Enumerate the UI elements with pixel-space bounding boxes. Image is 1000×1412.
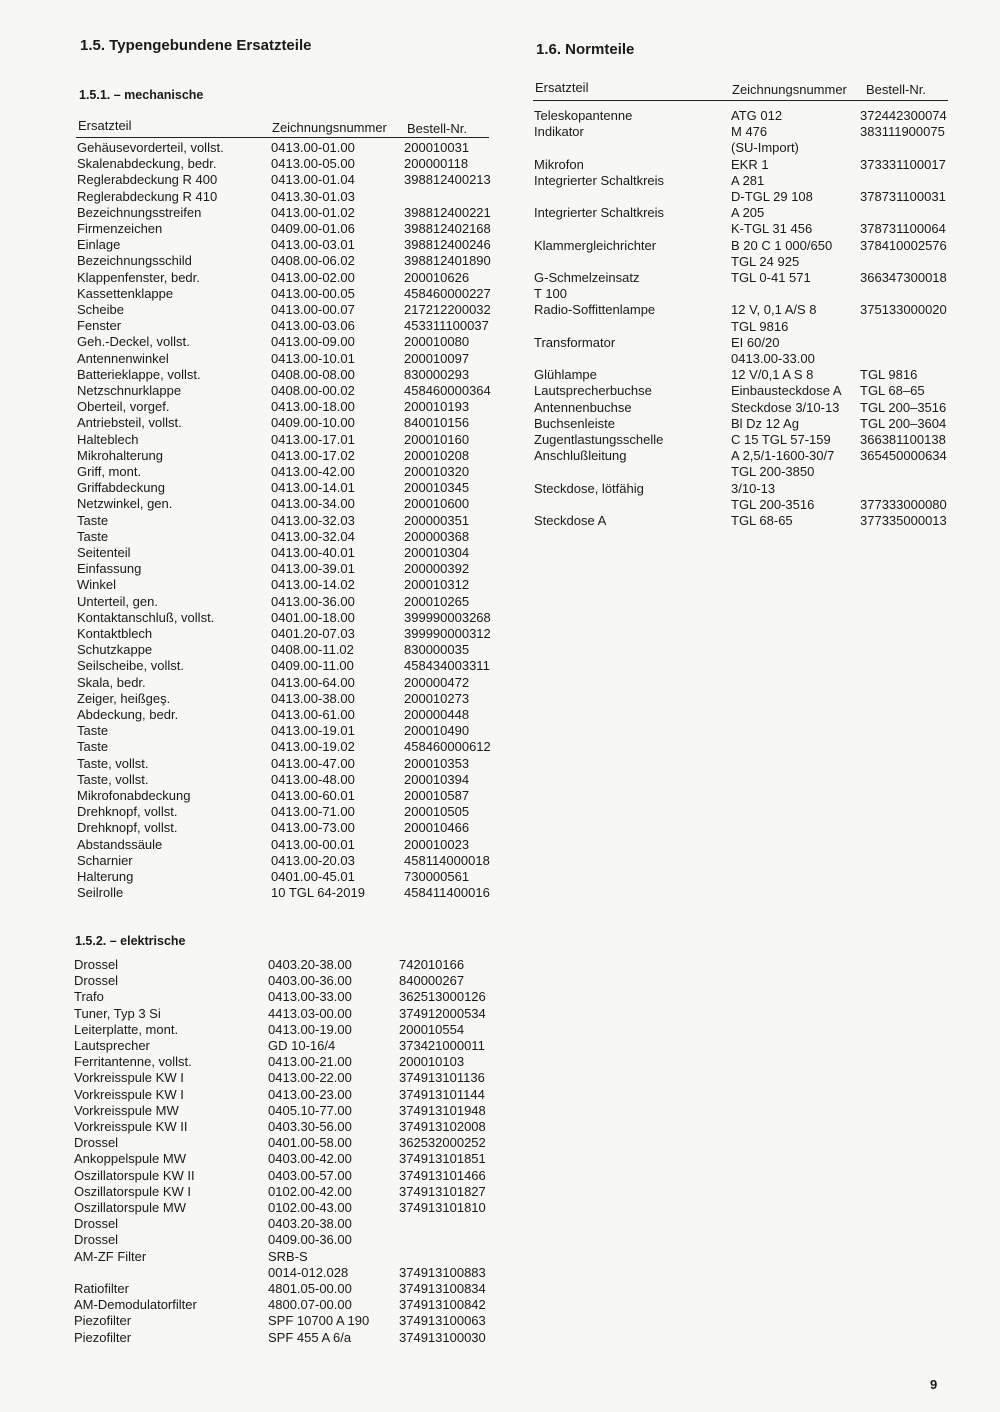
part-name: Drehknopf, vollst. [77,820,178,836]
part-name: Vorkreisspule MW [74,1102,179,1118]
drawing-number: TGL 9816 [731,318,789,334]
order-number: 366347300018 [860,270,947,285]
part-name: Abstandssäule [77,836,163,852]
drawing-number: 0413.00-03.06 [271,318,355,334]
part-name: Zugentlastungsschelle [534,432,664,447]
order-number: 377335000013 [860,513,947,528]
order-number: TGL 9816 [860,367,918,383]
part-name: Transformator [534,334,616,350]
order-number: 200010490 [404,723,470,739]
order-number: 362532000252 [399,1135,486,1151]
drawing-number: 12 V, 0,1 A/S 8 [731,302,817,318]
order-number: 200010505 [404,804,470,820]
part-name: Buchsenleiste [534,415,615,431]
order-number: 200010345 [404,480,470,496]
drawing-number: 0409.00-10.00 [271,415,355,431]
column-header-part: Ersatzteil [78,118,132,133]
drawing-number: 0413.00-20.03 [271,852,355,868]
order-number: 374913101466 [399,1167,486,1183]
part-name: Ferritantenne, vollst. [74,1054,192,1070]
drawing-number: 0413.30-01.03 [271,188,355,204]
drawing-number: 0403.20-38.00 [268,957,352,972]
drawing-number: 0409.00-01.06 [271,221,355,236]
part-name: Griffabdeckung [77,480,165,496]
order-number: 377333000080 [860,496,947,512]
drawing-number: A 2,5/1-1600-30/7 [731,448,835,464]
drawing-number: GD 10-16/4 [268,1038,336,1053]
drawing-number: 0403.00-42.00 [268,1151,352,1167]
order-number: 200010587 [404,788,470,803]
drawing-number: 0413.00-61.00 [271,707,355,722]
order-number: 200010320 [404,464,470,479]
part-name: Seilscheibe, vollst. [77,658,184,674]
column-header-order-number: Bestell-Nr. [866,82,926,97]
order-number: 200010031 [404,140,470,155]
part-name: Vorkreisspule KW I [74,1070,184,1086]
order-number: 200010160 [404,431,470,447]
part-name: Trafo [74,989,104,1005]
drawing-number: Bl Dz 12 Ag [731,415,799,431]
part-name: Firmenzeichen [77,221,163,236]
drawing-number: 0413.00-17.01 [271,431,355,447]
order-number: 374913101851 [399,1151,486,1167]
order-number: 200010103 [399,1054,465,1070]
drawing-number: 0413.00-00.07 [271,302,355,317]
order-number: 200010554 [399,1021,465,1037]
part-name: Oszillatorspule MW [74,1200,186,1215]
part-name: Ratiofilter [74,1281,129,1296]
drawing-number: 0413.00-19.02 [271,739,355,755]
drawing-number: 0413.00-60.01 [271,788,355,803]
drawing-number: 0413.00-00.05 [271,285,355,301]
order-number: 200010097 [404,350,470,366]
part-name: Antriebsteil, vollst. [77,415,182,431]
part-name: Unterteil, gen. [77,593,158,609]
drawing-number: 0413.00-71.00 [271,804,355,820]
order-number: 200000351 [404,512,470,528]
drawing-number: 0413.00-32.03 [271,512,355,528]
part-name: Leiterplatte, mont. [74,1021,179,1037]
drawing-number: 0413.00-19.01 [271,723,355,739]
part-name: Antennenwinkel [77,350,169,366]
drawing-number: 0413.00-34.00 [271,496,355,512]
drawing-number: SPF 455 A 6/a [268,1329,352,1345]
order-number: 200010394 [404,771,470,787]
drawing-number: 0413.00-33.00 [731,351,815,366]
order-number: 374913102008 [399,1119,486,1134]
header-rule [533,100,948,101]
part-name: Drossel [74,957,119,972]
drawing-number: 0401.00-18.00 [271,609,355,625]
part-name: Ankoppelspule MW [74,1151,186,1167]
order-number: 378731100064 [860,221,946,237]
order-number: 398812401890 [404,253,491,269]
part-name: Fenster [77,318,122,334]
drawing-number: 0413.00-32.04 [271,528,355,544]
part-name: Halterung [77,869,134,884]
order-number: 374912000534 [399,1005,486,1021]
part-name: Taste [77,723,109,739]
drawing-number: 0403.00-36.00 [268,973,352,989]
part-name: Skalenabdeckung, bedr. [77,156,217,172]
part-name: Drehknopf, vollst. [77,804,178,820]
part-name: Drossel [74,1135,119,1151]
part-name: Steckdose A [534,513,607,528]
order-number: 217212200032 [404,302,491,317]
order-number: 398812402168 [404,221,491,236]
order-number: 374913100834 [399,1281,486,1296]
part-name: Drossel [74,1216,119,1232]
order-number: 373421000011 [399,1038,485,1053]
order-number: TGL 200–3604 [860,415,947,431]
part-name: Bezeichnungsstreifen [77,204,202,220]
order-number: TGL 68–65 [860,383,925,399]
part-name: Taste [77,512,109,528]
part-name: Kontaktblech [77,626,153,641]
drawing-number: 0102.00-42.00 [268,1183,352,1199]
drawing-number: 0413.00-47.00 [271,755,355,771]
drawing-number: 0413.00-21.00 [268,1054,352,1070]
order-number: 458460000612 [404,739,491,755]
drawing-number: SRB-S [268,1248,308,1264]
part-name: Antennenbuchse [534,399,632,415]
drawing-number: 0413.00-19.00 [268,1021,352,1037]
drawing-number: C 15 TGL 57-159 [731,432,831,447]
drawing-number: ATG 012 [731,108,783,123]
drawing-number: 0413.00-48.00 [271,771,355,787]
drawing-number: TGL 200-3850 [731,464,815,480]
drawing-number: 0413.00-09.00 [271,334,355,350]
drawing-number: 0413.00-01.02 [271,204,355,220]
drawing-number: 0102.00-43.00 [268,1200,352,1215]
order-number: 372442300074 [860,108,947,123]
section-heading-typengebundene: 1.5. Typengebundene Ersatzteile [80,37,312,54]
drawing-number: 10 TGL 64-2019 [271,885,365,901]
drawing-number: 4413.03-00.00 [268,1005,352,1021]
part-name: Kassettenklappe [77,285,174,301]
order-number: 840010156 [404,415,470,431]
part-name: Glühlampe [534,367,597,383]
drawing-number: D-TGL 29 108 [731,189,813,204]
drawing-number: 0413.00-36.00 [271,593,355,609]
order-number: 830000293 [404,366,470,382]
drawing-number: 0413.00-10.01 [271,350,355,366]
drawing-number: 0408.00-06.02 [271,253,355,269]
part-name: Scheibe [77,302,124,317]
part-name: Netzwinkel, gen. [77,496,173,512]
part-name: Indikator [534,124,584,140]
part-name: Radio-Soffittenlampe [534,302,656,318]
part-name: T 100 [534,286,568,302]
drawing-number: 0401.00-45.01 [271,869,355,884]
part-name: Lautsprecher [74,1038,150,1053]
order-number: 200010023 [404,836,470,852]
order-number: 200000368 [404,528,470,544]
order-number: 374913100063 [399,1313,486,1329]
drawing-number: 0401.20-07.03 [271,626,355,641]
part-name: Mikrohalterung [77,447,163,463]
order-number: 200010273 [404,690,470,706]
order-number: 200000472 [404,674,470,690]
drawing-number: Einbausteckdose A [731,383,842,399]
part-name: Mikrofonabdeckung [77,788,191,803]
order-number: 378410002576 [860,237,947,253]
order-number: 458460000364 [404,383,491,398]
drawing-number: 0014-012.028 [268,1264,349,1280]
order-number: 374913100842 [399,1297,486,1313]
drawing-number: 0413.00-73.00 [271,820,355,836]
part-name: Winkel [77,577,117,593]
order-number: 730000561 [404,869,470,884]
drawing-number: (SU-Import) [731,140,799,156]
part-name: Bezeichnungsschild [77,253,192,269]
drawing-number: TGL 24 925 [731,253,800,269]
order-number: 374913101144 [399,1086,485,1102]
order-number: 200010193 [404,399,470,415]
drawing-number: 0413.00-33.00 [268,989,352,1005]
drawing-number: SPF 10700 A 190 [268,1313,370,1329]
order-number: 374913100030 [399,1329,486,1345]
order-number: 200000448 [404,707,470,722]
part-name: Skala, bedr. [77,674,146,690]
drawing-number: 0413.00-14.02 [271,577,355,593]
order-number: 374913101948 [399,1102,486,1118]
part-name: Integrierter Schaltkreis [534,172,665,188]
drawing-number: Steckdose 3/10-13 [731,399,840,415]
part-name: Oberteil, vorgef. [77,399,170,415]
drawing-number: 0413.00-02.00 [271,269,355,285]
drawing-number: 0413.00-01.00 [271,140,355,155]
order-number: 374913100883 [399,1264,486,1280]
order-number: 200010353 [404,755,470,771]
part-name: Oszillatorspule KW II [74,1167,195,1183]
drawing-number: 0413.00-42.00 [271,464,355,479]
drawing-number: EKR 1 [731,156,769,172]
part-name: Drossel [74,973,119,989]
drawing-number: 0408.00-11.02 [271,642,354,658]
drawing-number: K-TGL 31 456 [731,221,813,237]
order-number: 830000035 [404,642,470,658]
drawing-number: 0408.00-00.02 [271,383,355,398]
drawing-number: 0413.00-05.00 [271,156,355,172]
order-number: 373331100017 [860,156,946,172]
part-name: AM-Demodulatorfilter [74,1297,197,1313]
drawing-number: 0408.00-08.00 [271,366,355,382]
drawing-number: TGL 68-65 [731,513,793,528]
part-name: Seitenteil [77,545,131,560]
order-number: 200010466 [404,820,470,836]
order-number: 458411400016 [404,885,490,901]
part-name: Klappenfenster, bedr. [77,269,200,285]
drawing-number: 12 V/0,1 A S 8 [731,367,814,383]
order-number: 375133000020 [860,302,947,318]
order-number: 200010208 [404,447,470,463]
drawing-number: 0401.00-58.00 [268,1135,352,1151]
drawing-number: 0413.00-38.00 [271,690,355,706]
part-name: Oszillatorspule KW I [74,1183,192,1199]
part-name: Halteblech [77,431,139,447]
part-name: Tuner, Typ 3 Si [74,1005,161,1021]
order-number: 458114000018 [404,852,490,868]
order-number: 200010626 [404,269,470,285]
drawing-number: 0413.00-22.00 [268,1070,352,1086]
order-number: TGL 200–3516 [860,399,947,415]
order-number: 200010304 [404,545,470,560]
part-name: Kontaktanschluß, vollst. [77,609,215,625]
part-name: Seilrolle [77,885,124,901]
part-name: Piezofilter [74,1329,132,1345]
order-number: 458434003311 [404,658,490,674]
drawing-number: A 281 [731,172,765,188]
drawing-number: 0413.00-23.00 [268,1086,352,1102]
drawing-number: 0413.00-64.00 [271,674,355,690]
order-number: 200010600 [404,496,470,512]
order-number: 366381100138 [860,432,946,447]
part-name: Einfassung [77,561,142,577]
drawing-number: 0403.00-57.00 [268,1167,352,1183]
part-name: Taste, vollst. [77,755,149,771]
part-name: Gehäusevorderteil, vollst. [77,140,224,155]
drawing-number: 4801.05-00.00 [268,1281,352,1296]
part-name: Integrierter Schaltkreis [534,205,665,221]
column-header-drawing-number: Zeichnungsnummer [732,82,847,97]
column-header-order-number: Bestell-Nr. [407,121,467,136]
part-name: G-Schmelzeinsatz [534,270,640,285]
drawing-number: B 20 C 1 000/650 [731,237,833,253]
drawing-number: 0413.00-03.01 [271,237,355,253]
drawing-number: TGL 200-3516 [731,496,815,512]
order-number: 378731100031 [860,189,946,204]
order-number: 200010265 [404,593,470,609]
order-number: 374913101136 [399,1070,485,1086]
order-number: 383111900075 [860,124,945,140]
part-name: Mikrofon [534,156,584,172]
part-name: Reglerabdeckung R 410 [77,188,218,204]
drawing-number: 0413.00-00.01 [271,836,355,852]
order-number: 453311100037 [404,318,489,334]
column-header-drawing-number: Zeichnungsnummer [272,120,387,135]
order-number: 742010166 [399,957,465,972]
order-number: 200000392 [404,561,470,577]
drawing-number: 0405.10-77.00 [268,1102,352,1118]
part-name: Lautsprecherbuchse [534,383,652,399]
drawing-number: TGL 0-41 571 [731,270,811,285]
order-number: 398812400213 [404,172,491,188]
part-name: Abdeckung, bedr. [77,707,179,722]
drawing-number: 3/10-13 [731,480,776,496]
order-number: 200000118 [404,156,469,172]
part-name: Steckdose, lötfähig [534,480,644,496]
part-name: Vorkreisspule KW I [74,1086,184,1102]
order-number: 374913101827 [399,1183,486,1199]
part-name: Vorkreisspule KW II [74,1119,188,1134]
part-name: Einlage [77,237,121,253]
part-name: Batterieklappe, vollst. [77,366,201,382]
drawing-number: 0413.00-40.01 [271,545,355,560]
order-number: 362513000126 [399,989,486,1005]
column-header-part: Ersatzteil [535,80,589,95]
part-name: Taste, vollst. [77,771,149,787]
order-number: 398812400246 [404,237,491,253]
order-number: 399990000312 [404,626,491,641]
part-name: Scharnier [77,852,133,868]
drawing-number: 0413.00-39.01 [271,561,355,577]
drawing-number: 4800.07-00.00 [268,1297,352,1313]
order-number: 398812400221 [404,204,491,220]
drawing-number: M 476 [731,124,768,140]
part-name: Anschlußleitung [534,448,627,464]
part-name: Schutzkappe [77,642,153,658]
drawing-number: 0413.00-17.02 [271,447,355,463]
part-name: Netzschnurklappe [77,383,182,398]
part-name: Drossel [74,1232,119,1248]
drawing-number: A 205 [731,205,765,221]
part-name: Geh.-Deckel, vollst. [77,334,190,350]
drawing-number: 0403.20-38.00 [268,1216,352,1232]
order-number: 200010312 [404,577,470,593]
subheading-elektrische: 1.5.2. – elektrische [75,934,186,948]
part-name: Taste [77,739,109,755]
drawing-number: 0409.00-11.00 [271,658,354,674]
order-number: 374913101810 [399,1200,486,1215]
part-name: Teleskopantenne [534,108,633,123]
part-name: Reglerabdeckung R 400 [77,172,218,188]
part-name: Griff, mont. [77,464,142,479]
drawing-number: 0409.00-36.00 [268,1232,352,1248]
part-name: Klammergleichrichter [534,237,657,253]
order-number: 365450000634 [860,448,947,464]
page-number: 9 [930,1377,938,1392]
part-name: AM-ZF Filter [74,1248,147,1264]
order-number: 399990003268 [404,609,491,625]
subheading-mechanische: 1.5.1. – mechanische [79,88,204,102]
drawing-number: 0403.30-56.00 [268,1119,352,1134]
order-number: 840000267 [399,973,465,989]
header-rule [76,137,489,138]
part-name: Taste [77,528,109,544]
part-name: Zeiger, heißgeş. [77,690,171,706]
part-name: Piezofilter [74,1313,132,1329]
drawing-number: EI 60/20 [731,334,780,350]
order-number: 200010080 [404,334,470,350]
drawing-number: 0413.00-14.01 [271,480,355,496]
order-number: 458460000227 [404,285,491,301]
drawing-number: 0413.00-18.00 [271,399,355,415]
section-heading-normteile: 1.6. Normteile [536,41,635,58]
drawing-number: 0413.00-01.04 [271,172,355,188]
